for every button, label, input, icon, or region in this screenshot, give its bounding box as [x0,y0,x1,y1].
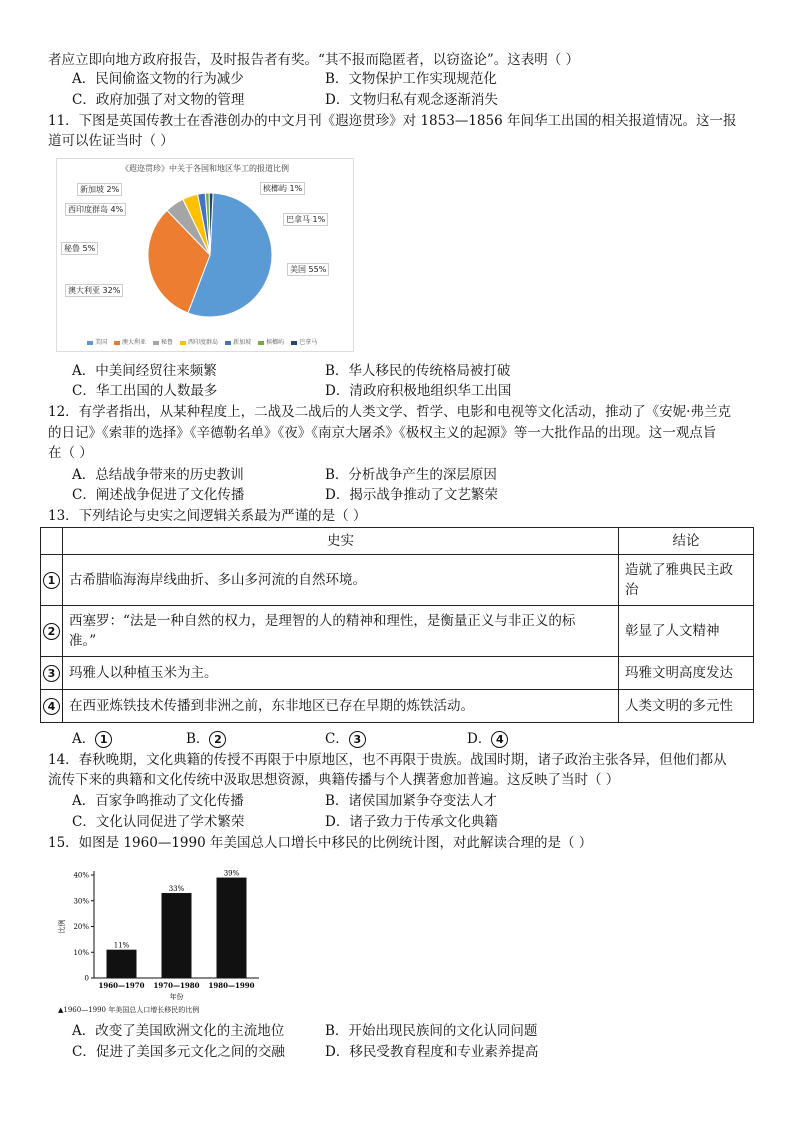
q14-stem-line2: 流传下来的典籍和文化传统中汲取思想资源，典籍传播与个人撰著愈加普遍。这反映了当时（ ） [48,772,620,788]
bar-value-label: 33% [168,885,185,894]
legend-swatch [87,341,93,345]
q13-row-fact: 古希腊临海海岸线曲折、多山多河流的自然环境。 [63,555,619,606]
q13-row-fact-line2: 准。” [69,633,97,649]
q13-option-d [467,729,508,749]
pie-label-australia: 澳大利亚 32% [65,284,123,297]
q13-header-row [41,528,754,555]
q13-option-c [325,729,366,749]
circled-number: 3 [43,665,60,682]
pie-label-penang: 槟榔屿 1% [260,182,305,195]
q14-option-d: D．诸子致力于传承文化典籍 [325,814,498,830]
q11-option-a: A．中美间经贸往来频繁 [72,363,217,379]
bar-chart-caption: ▲1960—1990 年美国总人口增长移民的比例 [58,1006,200,1014]
q13-option-b-letter: B． [186,731,210,747]
x-axis-label: 年份 [169,993,184,1001]
q10-option-b: B．文物保护工作实现规范化 [325,71,497,87]
q13-row-fact-line1: 西塞罗：“法是一种自然的权力，是理智的人的精神和理性，是衡量正义与非正义的标 [69,613,576,629]
legend-item: 西印度群岛 [180,339,218,346]
q13-row-2 [41,606,754,657]
q15-option-a: A．改变了美国欧洲文化的主流地位 [72,1023,285,1039]
q13-row-conclusion-line1: 造就了雅典民主政 [625,562,733,578]
legend-swatch [153,341,159,345]
q13-row-conclusion: 玛雅文明高度发达 [619,657,754,690]
q12-stem-line2: 的日记》《索菲的选择》《辛德勒名单》《夜》《南京大屠杀》《极权主义的起源》等一大批作品的出现。这一观点旨 [48,425,717,441]
q13-row-1 [41,555,754,606]
q13-row-num [41,690,63,723]
circled-number: 4 [491,731,508,748]
q13-row-fact: 在西亚炼铁技术传播到非洲之前，东非地区已存在早期的炼铁活动。 [63,690,619,723]
q10-option-a: A．民间偷盗文物的行为减少 [72,71,244,87]
q12-option-b: B．分析战争产生的深层原因 [325,467,497,483]
legend-item: 秘鲁 [153,339,173,346]
pie-label-west-indies: 西印度群岛 4% [65,203,126,216]
q13-option-a [72,729,112,749]
legend-swatch [114,341,120,345]
legend-swatch [258,341,264,345]
q15-option-b: B．开始出现民族间的文化认同问题 [325,1023,538,1039]
y-tick-label: 0 [84,974,89,983]
circled-number: 2 [209,731,226,748]
bar-2 [162,893,192,978]
pie-legend [87,337,324,346]
y-tick-label: 10% [73,948,89,957]
pie-label-usa: 美国 55% [287,263,329,276]
bar-1 [107,950,137,978]
q13-row-conclusion: 人类文明的多元性 [619,690,754,723]
y-tick-label: 30% [73,897,89,906]
q12-stem-line1: 12．有学者指出，从某种程度上，二战及二战后的人类文学、哲学、电影和电视等文化活动，推动了《安妮·弗兰克 [48,404,731,420]
q13-option-d-letter: D． [467,731,492,747]
q14-stem-line1: 14．春秋晚期，文化典籍的传授不再限于中原地区，也不再限于贵族。战国时期，诸子政治主张各异，但他们都从 [48,752,727,768]
q10-option-d: D．文物归私有观念逐渐消失 [325,92,498,108]
legend-item: 澳大利亚 [114,339,146,346]
pie-chart-title: 《遐迩贯珍》中关于各国和地区华工的报道比例 [121,164,289,173]
pie-label-singapore: 新加坡 2% [77,183,122,196]
q12-stem-line3: 在（ ） [48,445,93,461]
q10-stem: 者应立即向地方政府报告，及时报告者有奖。“其不报而隐匿者，以窃盗论”。这表明（ ） [48,52,580,68]
legend-swatch [180,341,186,345]
q13-row-num [41,606,63,657]
q12-option-c: C．阐述战争促进了文化传播 [72,487,245,503]
q13-row-conclusion: 彰显了人文精神 [619,606,754,657]
legend-swatch [291,341,297,345]
bar-chart-svg [56,855,266,1005]
q15-stem: 15．如图是 1960—1990 年美国总人口增长中移民的比例统计图，对此解读合理的是（ ） [48,835,593,851]
q13-row-conclusion-line2: 治 [625,582,639,598]
q13-stem: 13．下列结论与史实之间逻辑关系最为严谨的是（ ） [48,508,367,524]
x-tick-label: 1970—1980 [153,981,200,990]
legend-item: 新加坡 [225,339,251,346]
q13-row-fact [63,606,619,657]
q13-row-num [41,657,63,690]
q12-option-a: A．总结战争带来的历史教训 [72,467,244,483]
pie-chart [56,158,354,352]
q11-stem-line2: 道可以佐证当时（ ） [48,133,174,149]
circled-number: 1 [95,731,112,748]
y-tick-label: 40% [73,871,89,880]
q13-option-a-letter: A． [72,731,96,747]
q13-row-3 [41,657,754,690]
q15-option-d: D．移民受教育程度和专业素养提高 [325,1044,539,1060]
q14-option-c: C．文化认同促进了学术繁荣 [72,814,245,830]
legend-item: 巴拿马 [291,339,317,346]
q13-option-c-letter: C． [325,731,349,747]
y-axis-label: 比例 [58,919,66,934]
circled-number: 4 [43,698,60,715]
x-tick-label: 1980—1990 [208,981,255,990]
q13-header-conclusion: 结论 [619,528,754,555]
pie-label-panama: 巴拿马 1% [283,213,328,226]
bar-value-label: 11% [113,941,130,950]
q14-option-b: B．诸侯国加紧争夺变法人才 [325,793,497,809]
q13-header-fact: 史实 [63,528,619,555]
q11-option-d: D．清政府积极地组织华工出国 [325,383,512,399]
bar-chart [56,855,266,1018]
bar-value-label: 39% [223,869,240,878]
q13-header-num [41,528,63,555]
q13-row-num [41,555,63,606]
q14-option-a: A．百家争鸣推动了文化传播 [72,793,244,809]
circled-number: 2 [43,623,60,640]
q13-row-4 [41,690,754,723]
x-tick-label: 1960—1970 [98,981,145,990]
legend-swatch [225,341,231,345]
q13-table [40,527,754,723]
q12-option-d: D．揭示战争推动了文艺繁荣 [325,487,498,503]
pie-label-peru: 秘鲁 5% [61,242,98,255]
q10-option-c: C．政府加强了对文物的管理 [72,92,245,108]
circled-number: 1 [43,572,60,589]
legend-item: 美国 [87,339,107,346]
y-tick-label: 20% [73,923,89,931]
circled-number: 3 [349,731,366,748]
q13-row-fact: 玛雅人以种植玉米为主。 [63,657,619,690]
bar-3 [217,878,247,978]
q11-option-b: B．华人移民的传统格局被打破 [325,363,511,379]
q11-option-c: C．华工出国的人数最多 [72,383,218,399]
q13-row-conclusion [619,555,754,606]
legend-item: 槟榔屿 [258,339,284,346]
q11-stem-line1: 11．下图是英国传教士在香港创办的中文月刊《遐迩贯珍》对 1853—1856 年间华工出国的相关报道情况。这一报 [48,113,737,129]
q13-option-b [186,729,226,749]
q15-option-c: C．促进了美国多元文化之间的交融 [72,1044,285,1060]
